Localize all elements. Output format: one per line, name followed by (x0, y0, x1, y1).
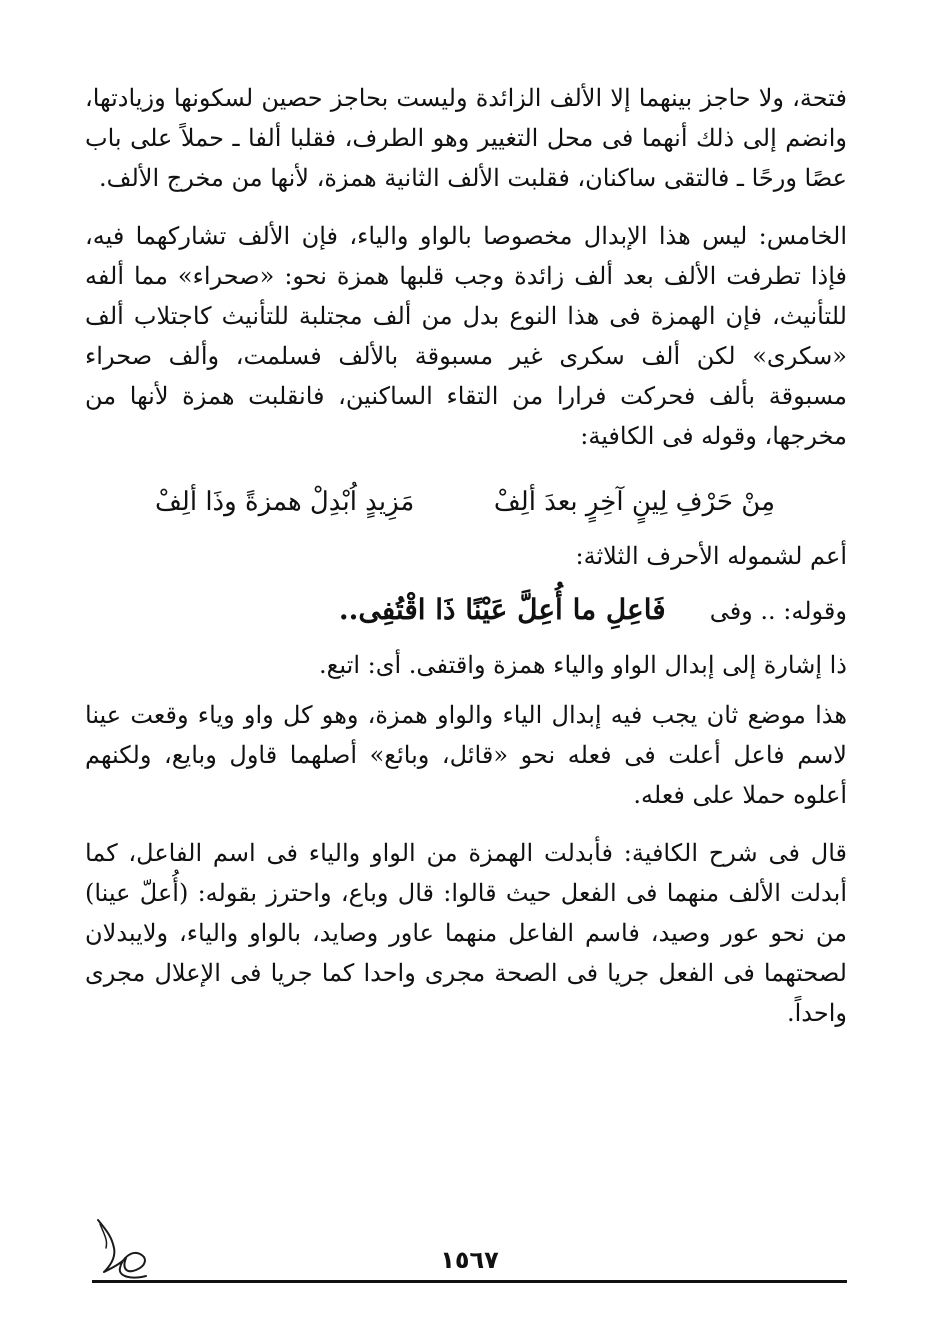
verse-left-hemistich: مَزِيدٍ اُبْدِلْ همزةً وذَا ألِفْ (155, 487, 415, 517)
quote-line (85, 582, 847, 639)
paragraph-4: قال فى شرح الكافية: فأبدلت الهمزة من الواو والياء فى اسم الفاعل، كما أبدلت الألف منهما فى الفعل حيث قالوا: قال وباع، واحترز بقوله: (أُعلّ عينا) من نحو عور وصيد، فاسم الفاعل منهما عاور وصايد، بالواو والياء، ولايبدلان لصحتهما فى الفعل جريا فى الصحة مجرى واحدا كما جريا فى الإعلال مجرى واحداً. (85, 839, 847, 1027)
footer-rule (92, 1280, 847, 1283)
page-number: ١٥٦٧ (440, 1246, 499, 1274)
page-footer (92, 1236, 847, 1306)
verse-right-hemistich: مِنْ حَرْفِ لِينٍ آخِرٍ بعدَ ألِفْ (493, 487, 775, 517)
paragraph-3: هذا موضع ثان يجب فيه إبدال الياء والواو همزة، وهو كل واو وياء وقعت عينا لاسم فاعل أعلت فى فعله نحو «قائل، وبائع» أصلهما قاول وبايع، ولكنهم أعلوه حملا على فعله. (85, 701, 847, 809)
paragraph-2: الخامس: ليس هذا الإبدال مخصوصا بالواو والياء، فإن الألف تشاركهما فيه، فإذا تطرفت الألف بعد ألف زائدة وجب قلبها همزة نحو: «صحراء» مما ألفه للتأنيث، فإن الهمزة فى هذا النوع بدل من ألف مجتلبة للتأنيث كاجتلاب ألف «سكرى» لكن ألف سكرى غير مسبوقة بالألف فسلمت، وألف صحراء مسبوقة بألف فحركت فرارا من التقاء الساكنين، فانقلبت همزة لأنها من مخرجها، وقوله فى الكافية: (85, 222, 847, 450)
quote-verse: فَاعِلِ ما أُعِلَّ عَيْنًا ذَا اقْتُفِى.. (338, 593, 666, 626)
verse-intro-line: أعم لشموله الأحرف الثلاثة: (575, 542, 847, 570)
explanation-line: ذا إشارة إلى إبدال الواو والياء همزة واقتفى. أى: اتبع. (319, 651, 847, 679)
quote-lead: وقوله: .. وفى (709, 597, 847, 625)
kafiya-verse (155, 474, 775, 530)
paragraph-1: فتحة، ولا حاجز بينهما إلا الألف الزائدة وليست بحاجز حصين لسكونها وزيادتها، وانضم إلى ذلك أنهما فى محل التغيير وهو الطرف، فقلبا ألفا ـ حملاً على باب عصًا ورحًا ـ فالتقى ساكنان، فقلبت الألف الثانية همزة، لأنها من مخرج الألف. (85, 84, 847, 192)
document-page (85, 78, 847, 1208)
